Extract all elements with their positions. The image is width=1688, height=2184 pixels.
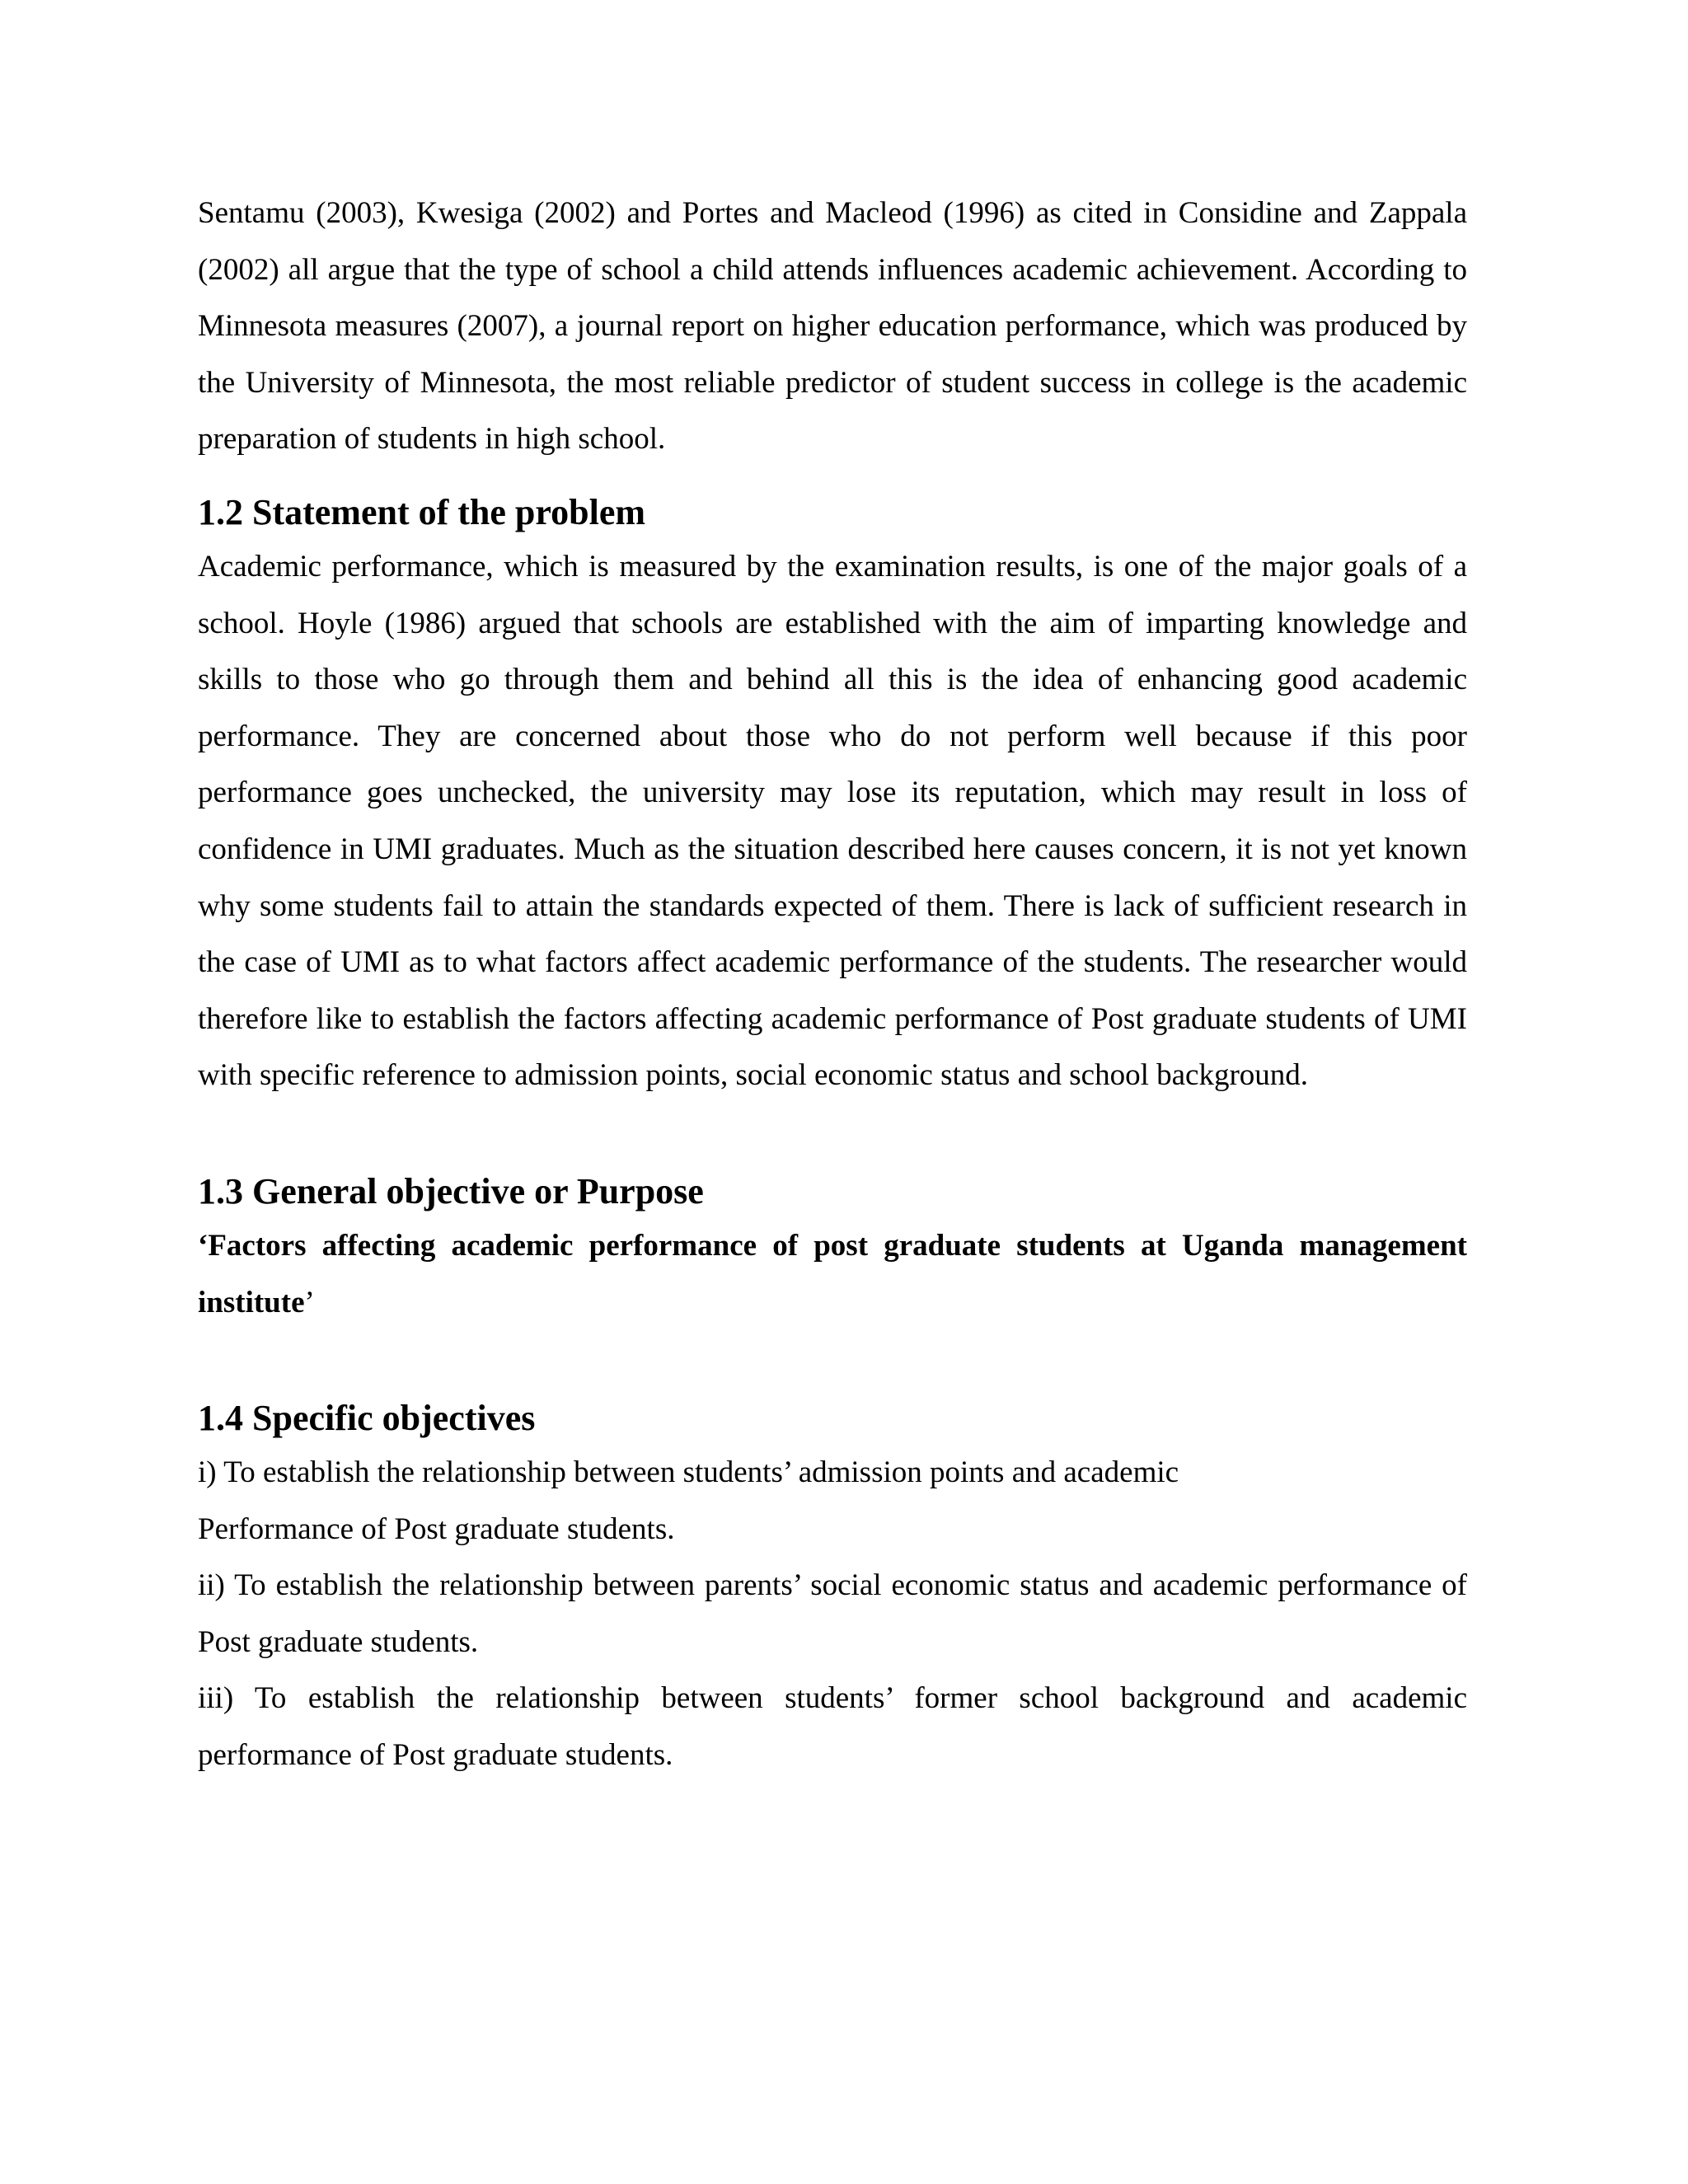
section-heading-general-objective: 1.3 General objective or Purpose — [198, 1170, 704, 1212]
purpose-closing-quote: ’ — [304, 1285, 315, 1319]
objective-3: iii) To establish the relationship between students’ former school background and academic performance of Post graduate students. — [198, 1681, 1467, 1773]
purpose-text: ‘Factors affecting academic performance of post graduate students at Uganda management institute — [198, 1228, 1467, 1319]
objective-1-line-2: Performance of Post graduate students. — [198, 1511, 675, 1546]
objective-2: ii) To establish the relationship between parents’ social economic status and academic performance of Post graduate students. — [198, 1568, 1467, 1659]
purpose-statement — [198, 1218, 1467, 1331]
intro-paragraph: Sentamu (2003), Kwesiga (2002) and Portes and Macleod (1996) as cited in Considine and Zappala (2002) all argue that the type of school a child attends influences academic achievement. According to Minnesota measures (2007), a journal report on higher education performance, which was produced by the University of Minnesota, the most reliable predictor of student success in college is the academic preparation of students in high school. — [198, 196, 1467, 457]
section-heading-specific-objectives: 1.4 Specific objectives — [198, 1398, 536, 1439]
objective-1-line-1: i) To establish the relationship between students’ admission points and academic — [198, 1455, 1179, 1490]
document-page — [198, 185, 1467, 1784]
problem-paragraph: Academic performance, which is measured by the examination results, is one of the major goals of a school. Hoyle (1986) argued that schools are established with the aim of imparting knowledge and skills to those who go through them and behind all this is the idea of enhancing good academic performance. They are concerned about those who do not perform well because if this poor performance goes unchecked, the university may lose its reputation, which may result in loss of confidence in UMI graduates. Much as the situation described here causes concern, it is not yet known why some students fail to attain the standards expected of them. There is lack of sufficient research in the case of UMI as to what factors affect academic performance of the students. The researcher would therefore like to establish the factors affecting academic performance of Post graduate students of UMI with specific reference to admission points, social economic status and school background. — [198, 549, 1467, 1093]
section-heading-problem: 1.2 Statement of the problem — [198, 491, 645, 532]
